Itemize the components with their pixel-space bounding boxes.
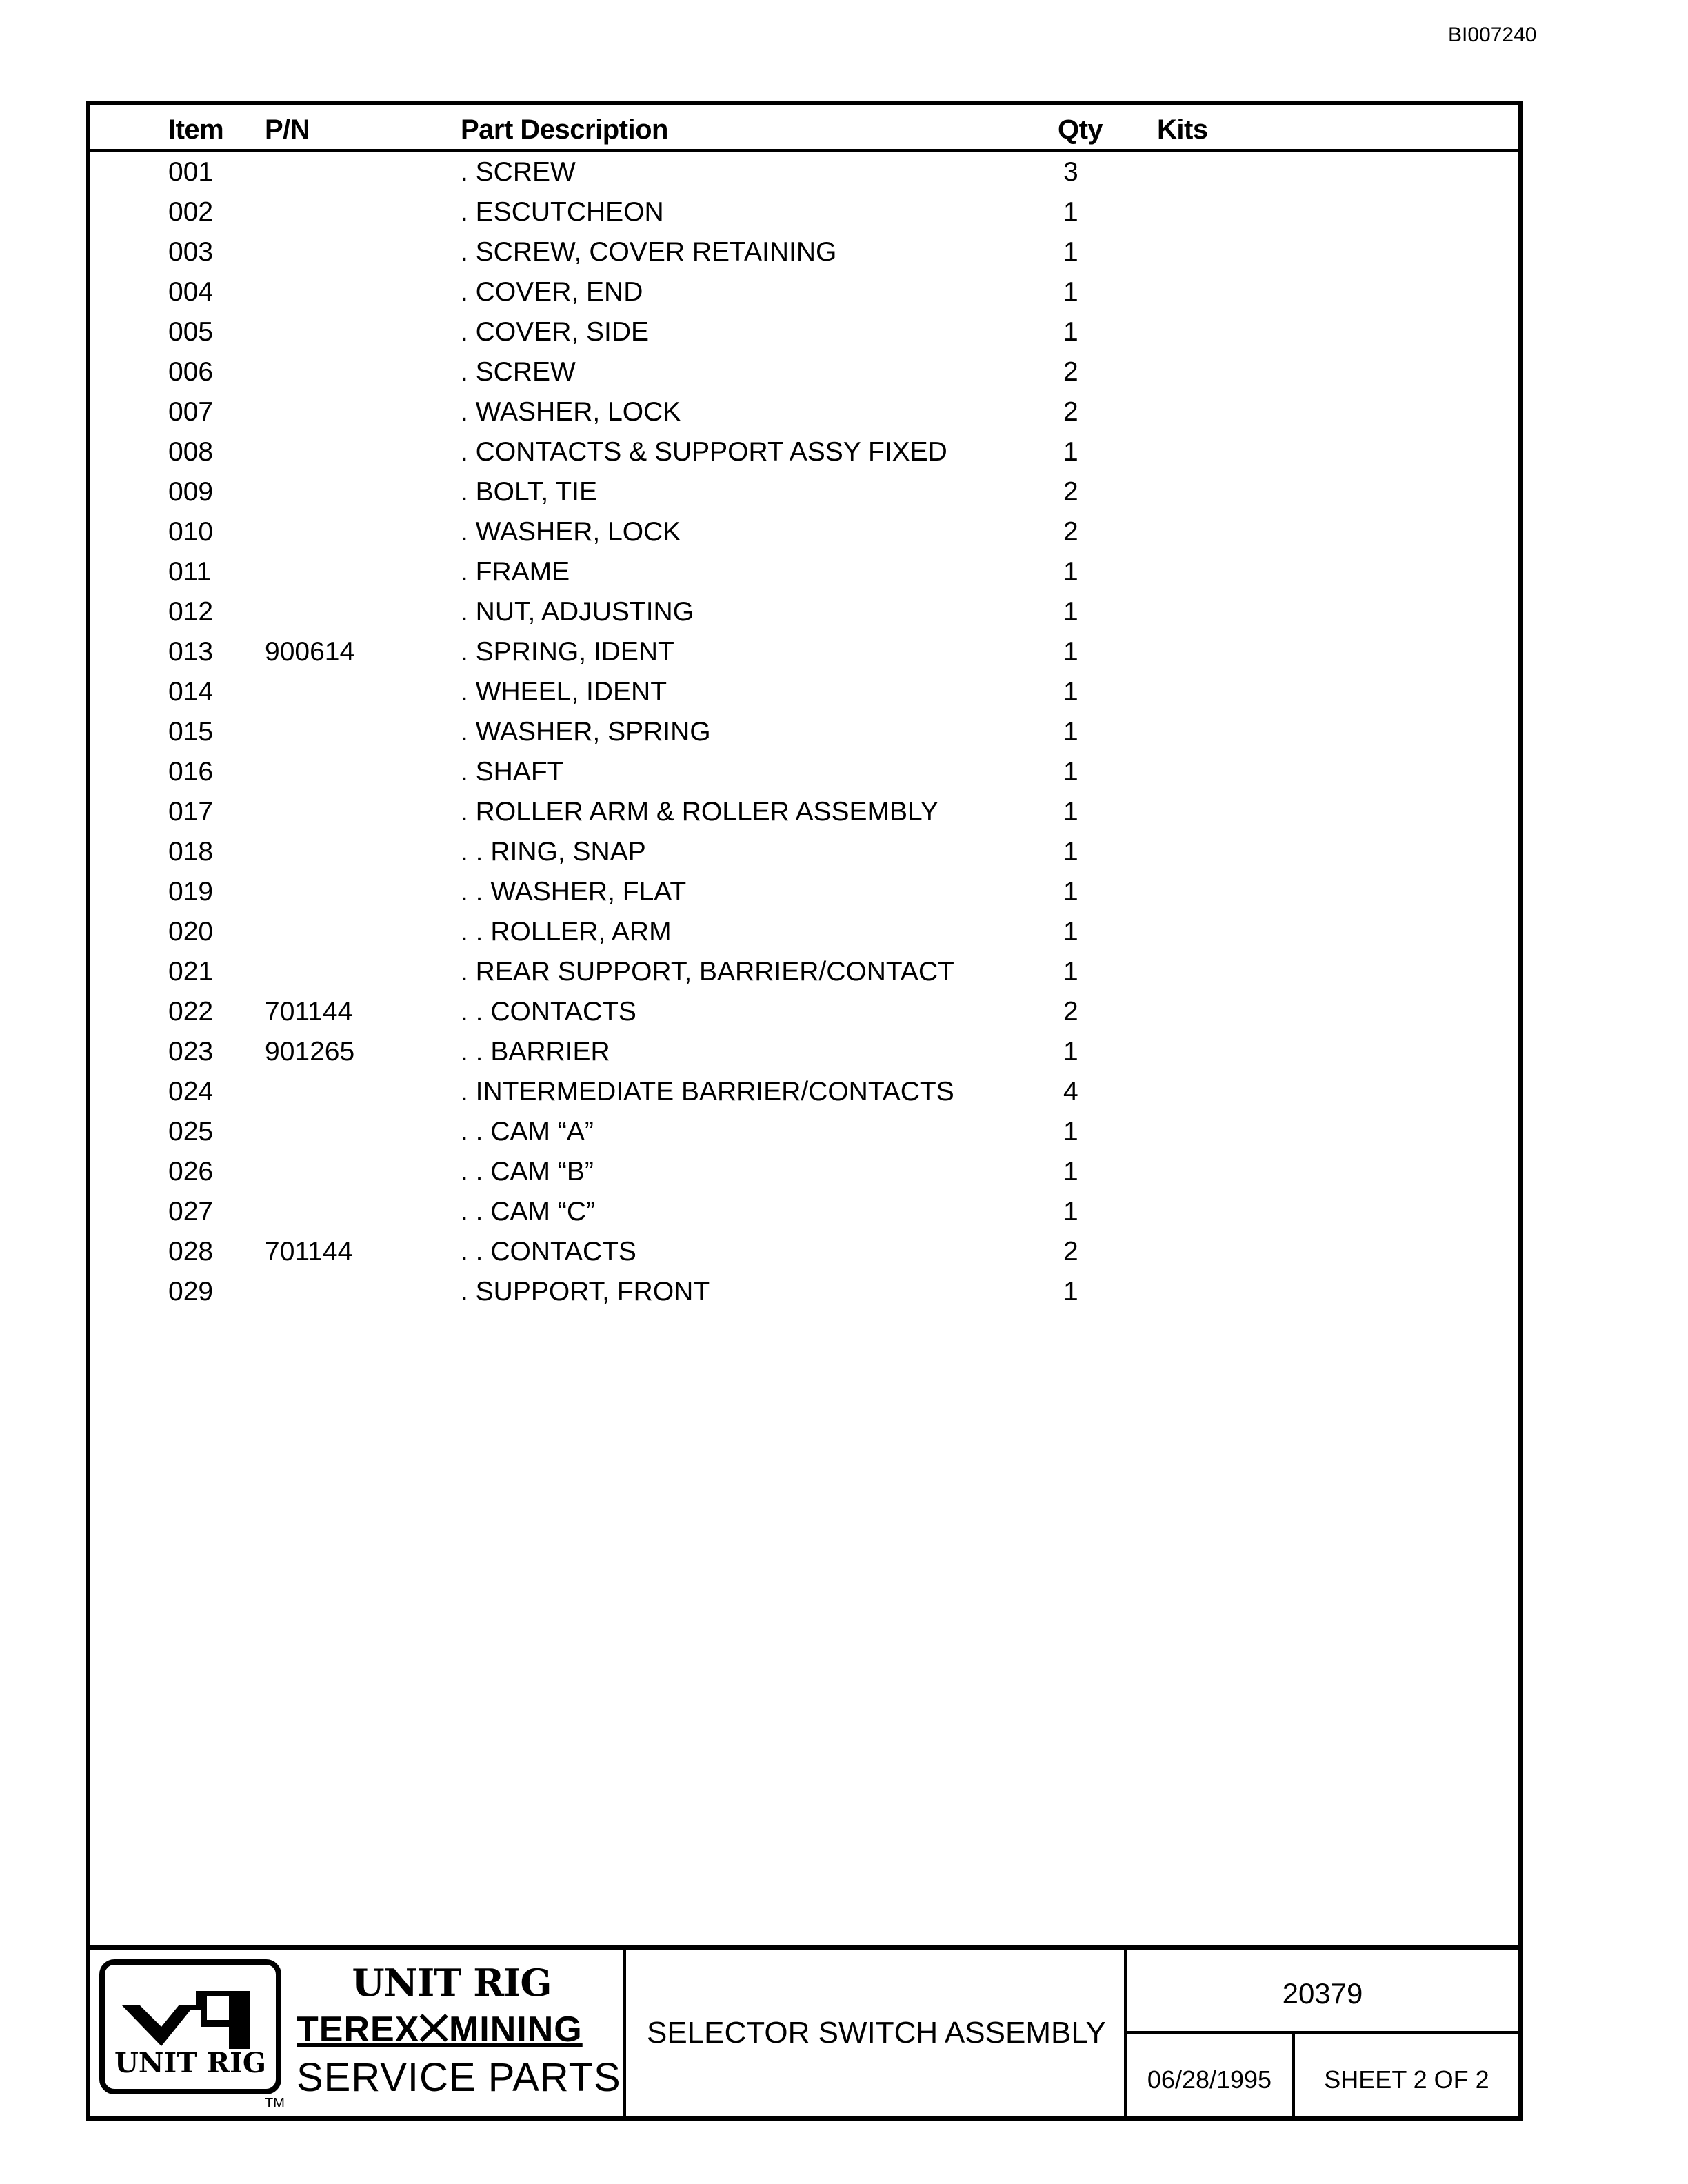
- part-description: . . CAM “A”: [461, 1117, 594, 1146]
- table-row: [90, 432, 1518, 472]
- table-row: [90, 1271, 1518, 1311]
- table-row: [90, 711, 1518, 751]
- quantity: 1: [1063, 557, 1078, 587]
- part-description: . SHAFT: [461, 757, 564, 787]
- quantity: 1: [1063, 1037, 1078, 1066]
- drawing-number-cell: [1127, 1950, 1518, 2034]
- revision-date: 06/28/1995: [1147, 2065, 1272, 2094]
- sheet-cell: [1295, 2034, 1518, 2116]
- part-description: . SCREW: [461, 357, 576, 387]
- trademark-mark: TM: [265, 2096, 285, 2111]
- parts-table-body: [90, 152, 1518, 1311]
- table-row: [90, 512, 1518, 552]
- part-description: . INTERMEDIATE BARRIER/CONTACTS: [461, 1077, 954, 1106]
- quantity: 2: [1063, 997, 1078, 1027]
- part-description: . . RING, SNAP: [461, 837, 646, 867]
- quantity: 1: [1063, 1157, 1078, 1186]
- quantity: 1: [1063, 277, 1078, 307]
- quantity: 1: [1063, 317, 1078, 347]
- quantity: 1: [1063, 837, 1078, 867]
- item-number: 012: [168, 597, 214, 627]
- table-row: [90, 552, 1518, 592]
- part-description: . SCREW: [461, 157, 576, 187]
- item-number: 014: [168, 677, 214, 707]
- item-number: 022: [168, 997, 214, 1027]
- quantity: 4: [1063, 1077, 1078, 1106]
- item-number: 002: [168, 197, 214, 227]
- quantity: 1: [1063, 677, 1078, 707]
- item-number: 027: [168, 1197, 214, 1226]
- part-description: . . CONTACTS: [461, 1237, 636, 1266]
- item-number: 008: [168, 437, 214, 467]
- part-description: . SPRING, IDENT: [461, 637, 674, 667]
- part-description: . . WASHER, FLAT: [461, 877, 687, 907]
- table-row: [90, 751, 1518, 791]
- item-number: 018: [168, 837, 214, 867]
- part-description: . . CAM “C”: [461, 1197, 595, 1226]
- part-number: 701144: [265, 997, 353, 1027]
- table-row: [90, 831, 1518, 871]
- item-number: 009: [168, 477, 214, 507]
- item-number: 004: [168, 277, 214, 307]
- quantity: 1: [1063, 717, 1078, 747]
- table-row: [90, 232, 1518, 272]
- quantity: 1: [1063, 597, 1078, 627]
- item-number: 010: [168, 517, 214, 547]
- title-block: [90, 1945, 1518, 2116]
- table-row: [90, 1071, 1518, 1111]
- part-description: . FRAME: [461, 557, 570, 587]
- part-description: . ROLLER ARM & ROLLER ASSEMBLY: [461, 797, 938, 827]
- logo-text: UNIT RIG: [114, 2047, 266, 2079]
- item-number: 017: [168, 797, 214, 827]
- table-row: [90, 991, 1518, 1031]
- table-row: [90, 312, 1518, 352]
- date-cell: [1127, 2034, 1295, 2116]
- item-number: 006: [168, 357, 214, 387]
- quantity: 1: [1063, 917, 1078, 947]
- part-description: . . CONTACTS: [461, 997, 636, 1027]
- table-row: [90, 192, 1518, 232]
- column-header-description: Part Description: [461, 114, 668, 145]
- part-description: . SUPPORT, FRONT: [461, 1277, 710, 1306]
- table-row: [90, 671, 1518, 711]
- item-number: 015: [168, 717, 214, 747]
- item-number: 020: [168, 917, 214, 947]
- brand-service-parts: SERVICE PARTS: [297, 2055, 621, 2100]
- table-row: [90, 871, 1518, 911]
- table-header: [90, 105, 1518, 152]
- assembly-title: SELECTOR SWITCH ASSEMBLY: [647, 2016, 1106, 2050]
- table-row: [90, 592, 1518, 631]
- quantity: 2: [1063, 357, 1078, 387]
- part-number: 900614: [265, 637, 355, 667]
- table-row: [90, 152, 1518, 192]
- quantity: 1: [1063, 1117, 1078, 1146]
- quantity: 1: [1063, 1197, 1078, 1226]
- part-description: . COVER, END: [461, 277, 643, 307]
- column-header-kits: Kits: [1157, 114, 1208, 145]
- table-row: [90, 272, 1518, 312]
- table-row: [90, 1031, 1518, 1071]
- drawing-number: 20379: [1282, 1977, 1363, 2010]
- table-row: [90, 791, 1518, 831]
- assembly-title-cell: [626, 1950, 1127, 2116]
- part-description: . . CAM “B”: [461, 1157, 594, 1186]
- part-description: . . BARRIER: [461, 1037, 610, 1066]
- parts-list-frame: [86, 101, 1523, 2121]
- quantity: 1: [1063, 437, 1078, 467]
- quantity: 2: [1063, 397, 1078, 427]
- drawing-info: [1127, 1950, 1518, 2116]
- part-description: . ESCUTCHEON: [461, 197, 664, 227]
- item-number: 028: [168, 1237, 214, 1266]
- item-number: 003: [168, 237, 214, 267]
- item-number: 011: [168, 557, 212, 587]
- item-number: 005: [168, 317, 214, 347]
- item-number: 021: [168, 957, 214, 987]
- part-description: . NUT, ADJUSTING: [461, 597, 694, 627]
- logo-area: [90, 1950, 626, 2116]
- item-number: 016: [168, 757, 214, 787]
- part-description: . . ROLLER, ARM: [461, 917, 672, 947]
- quantity: 1: [1063, 797, 1078, 827]
- quantity: 1: [1063, 877, 1078, 907]
- table-row: [90, 1151, 1518, 1191]
- table-row: [90, 1231, 1518, 1271]
- sheet-number: SHEET 2 OF 2: [1324, 2065, 1489, 2094]
- part-description: . WASHER, LOCK: [461, 397, 681, 427]
- column-header-qty: Qty: [1058, 114, 1103, 145]
- item-number: 024: [168, 1077, 214, 1106]
- quantity: 1: [1063, 237, 1078, 267]
- table-row: [90, 631, 1518, 671]
- quantity: 2: [1063, 1237, 1078, 1266]
- item-number: 026: [168, 1157, 214, 1186]
- table-row: [90, 1191, 1518, 1231]
- table-row: [90, 352, 1518, 392]
- quantity: 1: [1063, 957, 1078, 987]
- table-row: [90, 1111, 1518, 1151]
- table-row: [90, 472, 1518, 512]
- quantity: 2: [1063, 477, 1078, 507]
- unit-rig-logo: [99, 1959, 281, 2094]
- part-description: . REAR SUPPORT, BARRIER/CONTACT: [461, 957, 954, 987]
- quantity: 3: [1063, 157, 1078, 187]
- part-description: . WASHER, LOCK: [461, 517, 681, 547]
- quantity: 1: [1063, 757, 1078, 787]
- item-number: 025: [168, 1117, 214, 1146]
- column-header-item: Item: [168, 114, 224, 145]
- brand-unit-rig: UNIT RIG: [352, 1961, 552, 2005]
- unit-rig-logo-icon: [119, 1977, 263, 2053]
- item-number: 029: [168, 1277, 214, 1306]
- item-number: 019: [168, 877, 214, 907]
- quantity: 1: [1063, 637, 1078, 667]
- part-description: . COVER, SIDE: [461, 317, 650, 347]
- item-number: 001: [168, 157, 214, 187]
- quantity: 1: [1063, 1277, 1078, 1306]
- table-row: [90, 911, 1518, 951]
- column-header-pn: P/N: [265, 114, 310, 145]
- part-description: . CONTACTS & SUPPORT ASSY FIXED: [461, 437, 947, 467]
- part-description: . SCREW, COVER RETAINING: [461, 237, 837, 267]
- part-number: 901265: [265, 1037, 355, 1066]
- item-number: 023: [168, 1037, 214, 1066]
- table-row: [90, 392, 1518, 432]
- part-number: 701144: [265, 1237, 353, 1266]
- part-description: . WASHER, SPRING: [461, 717, 711, 747]
- table-row: [90, 951, 1518, 991]
- quantity: 2: [1063, 517, 1078, 547]
- part-description: . BOLT, TIE: [461, 477, 597, 507]
- brand-terex-mining: TEREX⨉MINING: [297, 2010, 583, 2050]
- quantity: 1: [1063, 197, 1078, 227]
- part-description: . WHEEL, IDENT: [461, 677, 667, 707]
- item-number: 013: [168, 637, 214, 667]
- item-number: 007: [168, 397, 214, 427]
- document-id: BI007240: [1448, 23, 1537, 46]
